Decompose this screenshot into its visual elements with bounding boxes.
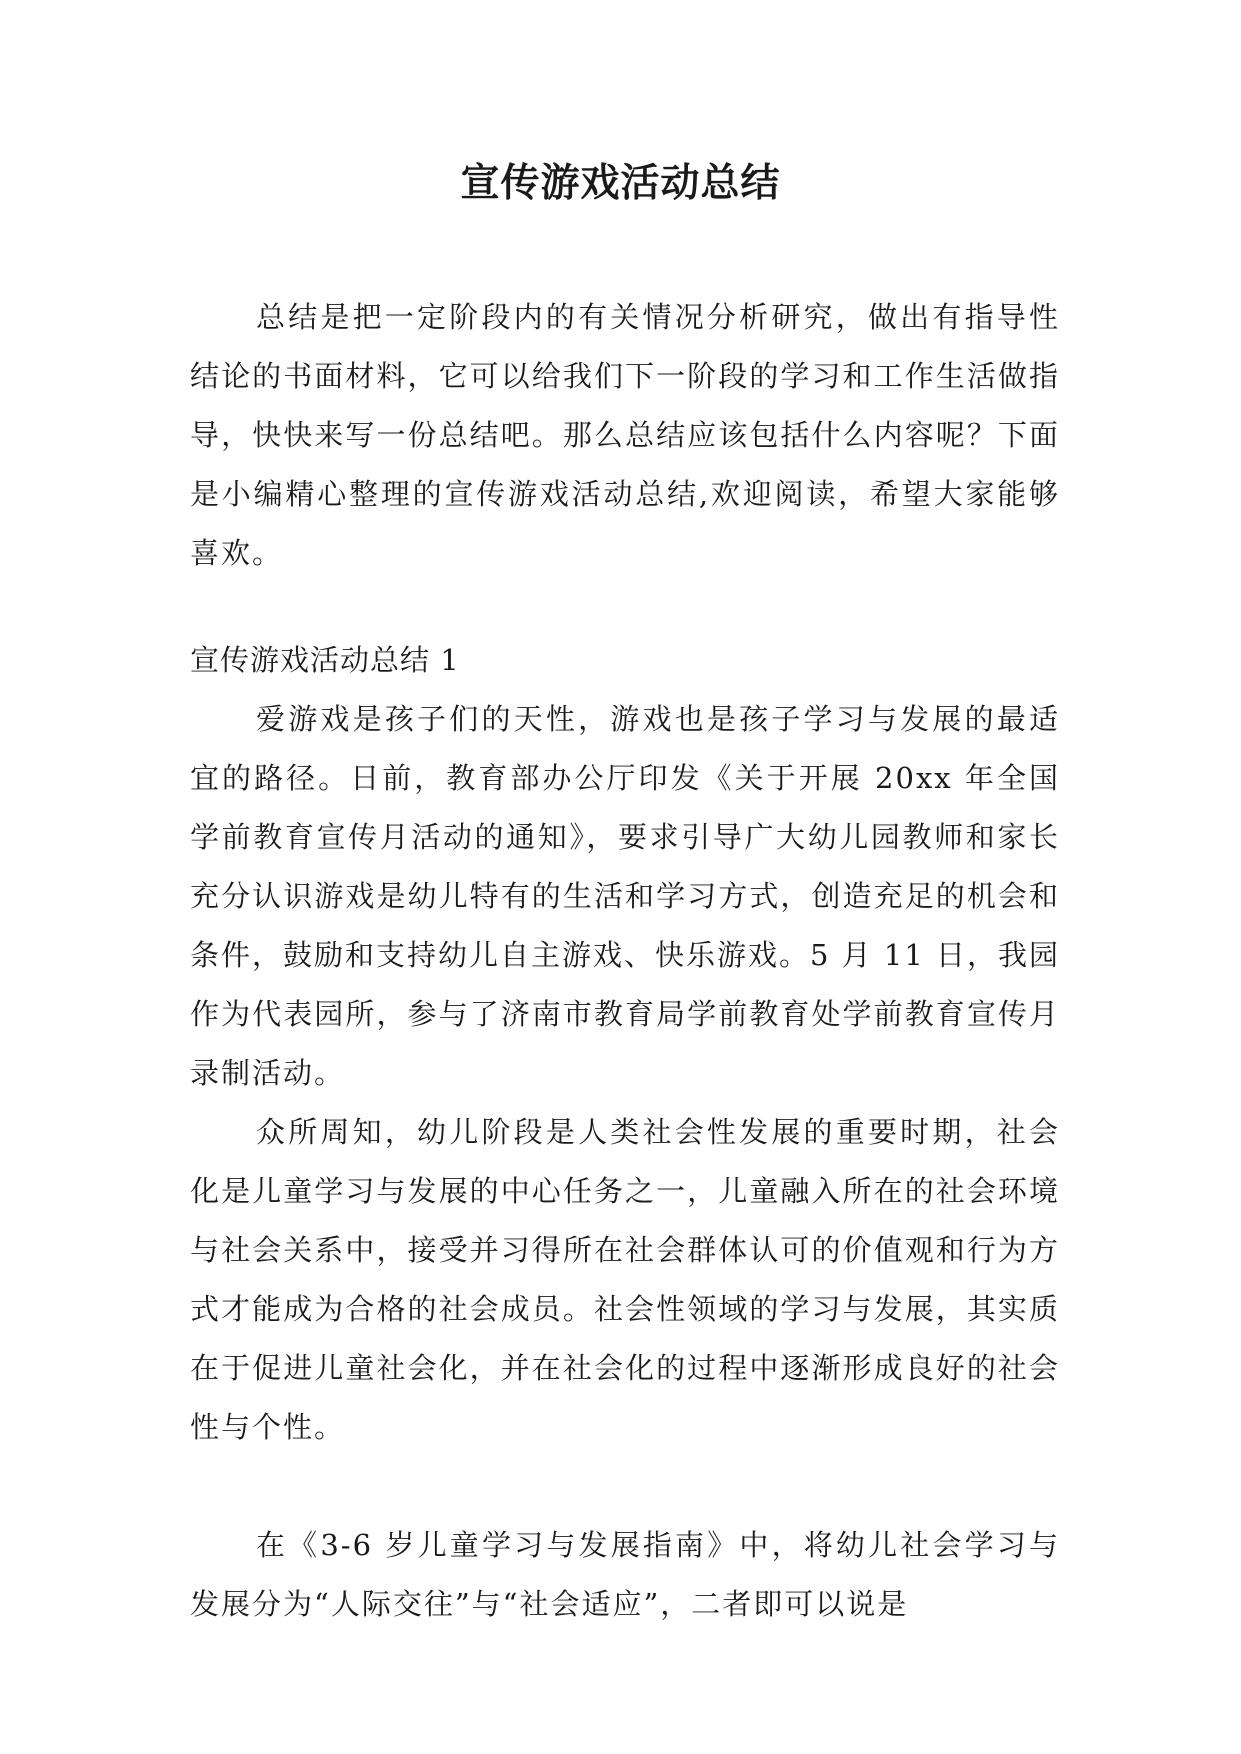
- section-heading: 宣传游戏活动总结 1: [190, 643, 460, 677]
- body-paragraph-2: 众所周知，幼儿阶段是人类社会性发展的重要时期，社会化是儿童学习与发展的中心任务之一，儿童融入所在的社会环境与社会关系中，接受并习得所在社会群体认可的价值观和行为方式才能成为合格的社会成员。社会性领域的学习与发展，其实质在于促进儿童社会化，并在社会化的过程中逐渐形成良好的社会性与个性。: [190, 1115, 1060, 1444]
- body-paragraph-1: 爱游戏是孩子们的天性，游戏也是孩子学习与发展的最适宜的路径。日前，教育部办公厅印发《关于开展 20xx 年全国学前教育宣传月活动的通知》，要求引导广大幼儿园教师和家长充分认识游戏是幼儿特有的生活和学习方式，创造充足的机会和条件，鼓励和支持幼儿自主游戏、快乐游戏。5 月 11 日，我园作为代表园所，参与了济南市教育局学前教育处学前教育宣传月录制活动。: [190, 702, 1061, 1090]
- document-title: 宣传游戏活动总结: [460, 160, 781, 206]
- body-paragraph-3: 在《3-6 岁儿童学习与发展指南》中，将幼儿社会学习与发展分为“人际交往”与“社会适应”，二者即可以说是: [190, 1528, 1060, 1621]
- intro-paragraph: 总结是把一定阶段内的有关情况分析研究，做出有指导性结论的书面材料，它可以给我们下一阶段的学习和工作生活做指导，快快来写一份总结吧。那么总结应该包括什么内容呢？下面是小编精心整理的宣传游戏活动总结,欢迎阅读，希望大家能够喜欢。: [190, 300, 1060, 570]
